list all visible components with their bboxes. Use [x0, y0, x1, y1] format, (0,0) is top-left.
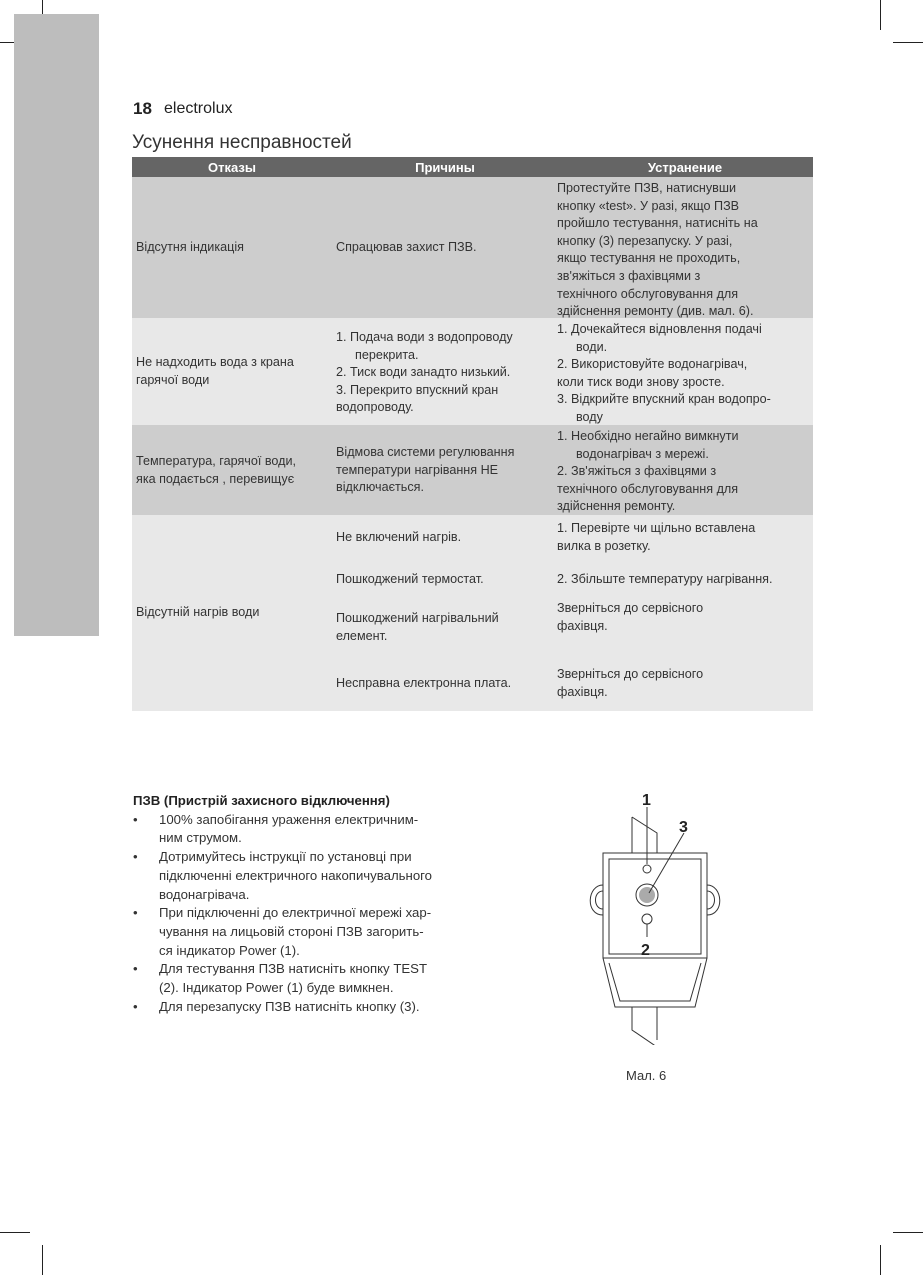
fault — [136, 453, 331, 488]
crop-mark — [42, 1245, 43, 1275]
cable-top — [632, 817, 657, 853]
line: • Для перезапуску ПЗВ натисніть кнопку (3). — [159, 998, 420, 1014]
line: 1. Дочекайтеся відновлення подачі — [557, 322, 762, 336]
line: фахівця. — [557, 684, 608, 699]
fault: Відсутній нагрів води — [136, 605, 260, 619]
line: температури нагрівання НЕ — [336, 462, 499, 477]
line: Зверніться до сервісного — [557, 601, 704, 615]
crop-mark — [0, 1232, 30, 1233]
line: зв'яжіться з фахівцями з — [557, 268, 701, 283]
table-row — [132, 515, 813, 711]
remedy — [557, 180, 809, 321]
line: 1. Перевірте чи щільно вставлена — [557, 521, 756, 535]
rcd-body — [603, 853, 707, 958]
line: 3. Перекрито впускний кран — [336, 382, 499, 397]
line: 2. Тиск води занадто низький. — [336, 365, 511, 380]
bullet-item — [133, 811, 473, 848]
line: фахівця. — [557, 618, 608, 633]
line: якщо тестування не проходить, — [557, 251, 741, 266]
left-ear — [590, 885, 603, 915]
line: пройшло тестування, натисніть на — [557, 216, 758, 231]
line: ним струмом. — [159, 830, 242, 846]
line: коли тиск води знову зросте. — [557, 374, 725, 389]
table-row — [132, 318, 813, 425]
rcd-plug-diagram — [585, 785, 725, 1045]
line: 2. Зв'яжіться з фахівцями з — [557, 464, 717, 479]
troubleshooting-table — [132, 157, 813, 711]
line: здійснення ремонту (див. мал. 6). — [557, 304, 754, 319]
line: Зверніться до сервісного — [557, 667, 704, 681]
table-row — [132, 177, 813, 318]
crop-mark — [893, 1232, 923, 1233]
column-header: Устранение — [647, 160, 723, 175]
line: кнопку (3) перезапуску. У разі, — [557, 233, 733, 248]
line: гарячої води — [136, 372, 210, 387]
cause: Спрацював захист ПЗВ. — [336, 240, 477, 254]
leader-3 — [649, 833, 684, 893]
remedy: 2. Збільште температуру нагрівання. — [557, 572, 773, 586]
right-ear — [707, 885, 720, 915]
line: підключенні електричного накопичувального — [159, 867, 433, 883]
table-row — [132, 425, 813, 515]
label-1: 1 — [642, 792, 651, 809]
line: кнопку «test». У разі, якщо ПЗВ — [557, 198, 740, 213]
label-2: 2 — [641, 942, 650, 959]
rcd-face — [609, 859, 701, 954]
bullet-item — [133, 998, 473, 1017]
brand-name: electrolux — [164, 100, 233, 117]
line: 1. Подача води з водопроводу — [336, 330, 513, 344]
bullet-item — [133, 960, 473, 997]
figure-caption: Мал. 6 — [626, 1068, 667, 1083]
line: (2). Індикатор Power (1) буде вимкнен. — [159, 980, 394, 996]
line: технічного обслуговування для — [557, 286, 739, 301]
page-title: Усунення несправностей — [132, 132, 352, 153]
cause: Несправна електронна плата. — [336, 676, 512, 690]
bullet-item — [133, 848, 473, 904]
column-header: Причины — [415, 160, 475, 175]
line: Температура, гарячої води, — [136, 454, 296, 468]
line: вилка в розетку. — [557, 538, 651, 553]
test-button — [642, 914, 652, 924]
cause — [336, 610, 551, 645]
bullet-item — [133, 904, 473, 960]
line: здійснення ремонту. — [557, 499, 676, 514]
line: перекрита. — [355, 347, 419, 362]
line: водонагрівач з мережі. — [576, 446, 709, 461]
fault: Відсутня індикація — [136, 240, 244, 254]
fault — [136, 354, 331, 389]
cause — [336, 329, 551, 417]
line: Протестуйте ПЗВ, натиснувши — [557, 181, 736, 195]
line: водопроводу. — [336, 400, 414, 415]
cable-bottom — [632, 1007, 657, 1045]
remedy — [557, 321, 809, 427]
column-header: Отказы — [208, 160, 256, 175]
line: Пошкоджений нагрівальний — [336, 611, 499, 625]
line: відключається. — [336, 480, 424, 495]
line: 2. Використовуйте водонагрівач, — [557, 357, 748, 372]
plug-base — [603, 958, 707, 1007]
line: • Дотримуйтесь інструкції по установці при — [159, 849, 412, 865]
line: Не надходить вода з крана — [136, 355, 294, 369]
label-3: 3 — [679, 819, 688, 836]
remedy — [557, 600, 809, 635]
remedy — [557, 520, 809, 555]
line: чування на лицьовій стороні ПЗВ загорить- — [159, 923, 424, 939]
line: елемент. — [336, 628, 388, 643]
crop-mark — [880, 1245, 881, 1275]
power-indicator — [643, 865, 651, 873]
remedy — [557, 666, 809, 701]
cause: Не включений нагрів. — [336, 530, 462, 544]
line: ся індикатор Power (1). — [159, 942, 300, 958]
line: • При підключенні до електричної мережі хар- — [159, 905, 432, 921]
line: води. — [576, 339, 608, 354]
crop-mark — [880, 0, 881, 30]
line: воду — [576, 409, 603, 424]
cause: Пошкоджений термостат. — [336, 572, 484, 586]
table-header — [132, 157, 813, 177]
remedy — [557, 428, 809, 516]
line: • Для тестування ПЗВ натисніть кнопку TEST — [159, 961, 428, 977]
page-number: 18 — [133, 99, 152, 118]
line: Відмова системи регулювання — [336, 445, 515, 459]
cause — [336, 444, 551, 497]
line: 3. Відкрийте впускний кран водопро- — [557, 392, 771, 407]
line: яка подається , перевищує — [136, 471, 295, 486]
line: 1. Необхідно негайно вимкнути — [557, 429, 739, 443]
line: • 100% запобігання ураження електричним- — [159, 811, 419, 827]
rcd-section — [133, 792, 473, 1016]
rcd-heading: ПЗВ (Пристрій захисного відключення) — [133, 793, 390, 808]
side-tab — [14, 14, 99, 636]
line: технічного обслуговування для — [557, 481, 739, 496]
line: водонагрівача. — [159, 886, 250, 902]
crop-mark — [893, 42, 923, 43]
reset-button — [639, 887, 655, 903]
